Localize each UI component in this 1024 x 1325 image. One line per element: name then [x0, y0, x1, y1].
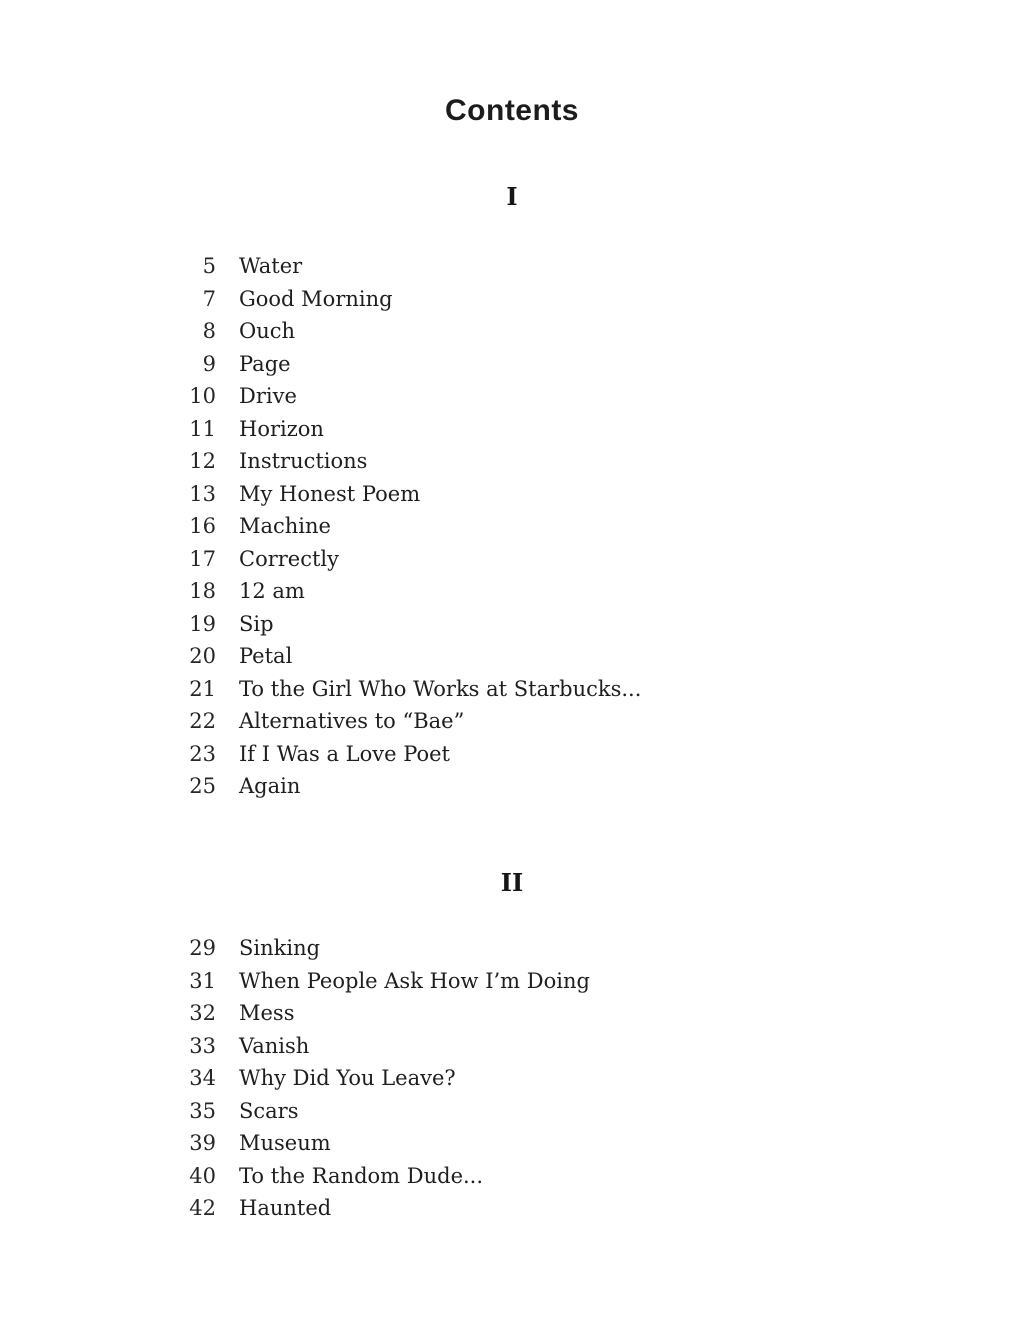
section-numeral-one: I — [506, 182, 518, 211]
toc-entry-title: Instructions — [239, 449, 368, 473]
toc-entry — [150, 445, 641, 478]
toc-entry-title: Correctly — [239, 546, 339, 571]
toc-entry — [150, 380, 641, 413]
toc-entry-title: To the Girl Who Works at Starbucks... — [239, 676, 642, 701]
toc-page-number: 32 — [189, 1001, 216, 1025]
toc-entry-title: Machine — [239, 514, 331, 538]
toc-entry-title: Again — [239, 774, 301, 798]
toc-entry — [150, 738, 641, 771]
toc-page-number: 23 — [189, 741, 216, 766]
toc-entry-title: When People Ask How I’m Doing — [239, 968, 590, 993]
toc-entry — [150, 478, 641, 511]
toc-page-number: 17 — [189, 546, 216, 571]
toc-list-section-one — [150, 250, 641, 803]
toc-entry-title: Sip — [239, 611, 274, 636]
toc-entry-title: Museum — [239, 1131, 331, 1155]
toc-entry — [150, 608, 641, 641]
toc-entry — [150, 640, 641, 673]
toc-entry — [150, 575, 641, 608]
toc-entry-title: Water — [239, 254, 303, 278]
toc-entry — [150, 965, 590, 998]
toc-entry — [150, 770, 641, 803]
toc-page-number: 34 — [189, 1066, 216, 1090]
toc-entry — [150, 1062, 590, 1095]
toc-page-number: 19 — [189, 611, 216, 636]
toc-page-number: 9 — [202, 351, 216, 376]
toc-page-number: 22 — [189, 709, 216, 733]
toc-entry — [150, 673, 641, 706]
toc-page-number: 39 — [189, 1131, 216, 1155]
toc-entry — [150, 997, 590, 1030]
toc-entry-title: Drive — [239, 384, 297, 408]
toc-entry-title: 12 am — [239, 579, 305, 603]
page-title: Contents — [445, 94, 579, 127]
toc-page-number: 42 — [189, 1196, 216, 1220]
toc-page-number: 12 — [189, 449, 216, 473]
toc-list-section-two — [150, 932, 590, 1225]
toc-entry-title: Good Morning — [239, 286, 393, 311]
toc-page-number: 7 — [202, 286, 216, 311]
toc-entry — [150, 250, 641, 283]
toc-entry-title: Horizon — [239, 416, 324, 441]
toc-entry-title: Mess — [239, 1001, 295, 1025]
toc-entry — [150, 315, 641, 348]
toc-entry — [150, 348, 641, 381]
toc-entry — [150, 705, 641, 738]
toc-entry — [150, 510, 641, 543]
toc-page-number: 20 — [189, 644, 216, 668]
toc-entry-title: Sinking — [239, 936, 321, 960]
toc-entry — [150, 283, 641, 316]
toc-entry — [150, 932, 590, 965]
toc-entry-title: Haunted — [239, 1196, 332, 1220]
toc-entry-title: To the Random Dude... — [239, 1163, 484, 1188]
toc-entry — [150, 1127, 590, 1160]
toc-page-number: 25 — [189, 774, 216, 798]
toc-page-number: 11 — [189, 416, 216, 441]
toc-page-number: 33 — [189, 1033, 216, 1058]
toc-entry — [150, 1192, 590, 1225]
toc-page-number: 29 — [189, 936, 216, 960]
toc-entry — [150, 1030, 590, 1063]
toc-entry-title: Vanish — [239, 1033, 310, 1058]
toc-page-number: 18 — [189, 579, 216, 603]
toc-entry-title: Petal — [239, 644, 293, 668]
toc-entry-title: Page — [239, 351, 291, 376]
toc-entry-title: Alternatives to “Bae” — [239, 709, 465, 733]
toc-entry-title: Ouch — [239, 319, 296, 343]
toc-page-number: 8 — [202, 319, 216, 343]
toc-page-number: 31 — [189, 968, 216, 993]
toc-entry — [150, 1160, 590, 1193]
toc-page-number: 16 — [189, 514, 216, 538]
toc-entry-title: Scars — [239, 1098, 299, 1123]
toc-page-number: 5 — [202, 254, 216, 278]
toc-page-number: 13 — [189, 481, 216, 506]
toc-entry — [150, 1095, 590, 1128]
toc-page-number: 21 — [189, 676, 216, 701]
toc-page-number: 40 — [189, 1163, 216, 1188]
toc-entry — [150, 413, 641, 446]
section-numeral-two: II — [500, 868, 524, 897]
toc-entry-title: Why Did You Leave? — [239, 1066, 456, 1090]
toc-entry-title: My Honest Poem — [239, 481, 421, 506]
toc-entry-title: If I Was a Love Poet — [239, 741, 450, 766]
toc-entry — [150, 543, 641, 576]
toc-page-number: 10 — [189, 384, 216, 408]
toc-page-number: 35 — [189, 1098, 216, 1123]
